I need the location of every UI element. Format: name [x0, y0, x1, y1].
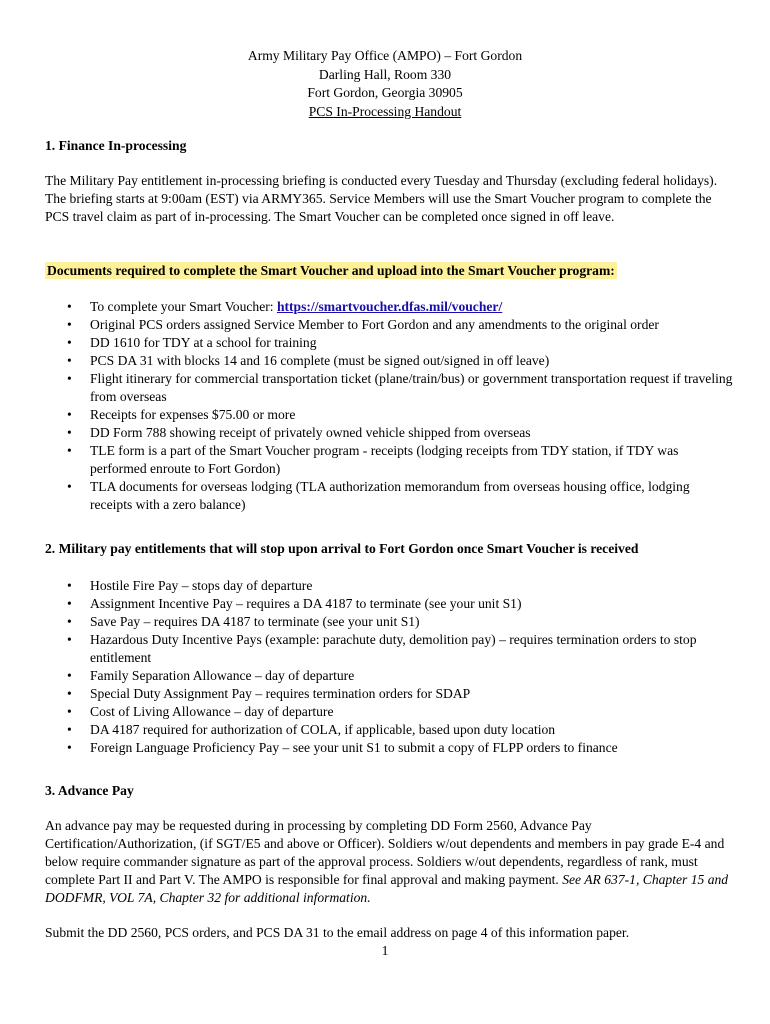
- office-city: Fort Gordon, Georgia 30905: [307, 85, 463, 100]
- submit-instruction: [45, 924, 735, 942]
- list-item: • TLE form is a part of the Smart Voucher program - receipts (lodging receipts from TDY station, if TDY was performed enroute to Fort Gordon): [45, 442, 735, 478]
- list-item: • Hazardous Duty Incentive Pays (example: parachute duty, demolition pay) – requires termination orders to stop entitlement: [45, 631, 735, 667]
- section-1-paragraph: The Military Pay entitlement in-processing briefing is conducted every Tuesday and Thursday (excluding federal holidays). The briefing starts at 9:00am (EST) via ARMY365. Service Members will use the Smart Voucher program to complete the PCS travel claim as part of in-processing. The Smart Voucher can be completed once signed in off leave.: [45, 173, 718, 224]
- section-1: [45, 137, 735, 155]
- page-number: 1: [381, 943, 389, 958]
- highlighted-heading: Documents required to complete the Smart Voucher and upload into the Smart Voucher program:: [47, 263, 615, 278]
- section-1-title: 1. Finance In-processing: [45, 138, 187, 153]
- list-item: • Original PCS orders assigned Service Member to Fort Gordon and any amendments to the original order: [45, 316, 735, 334]
- section-2-list: [45, 577, 735, 757]
- section-1-list: [45, 298, 735, 514]
- office-room: Darling Hall, Room 330: [318, 66, 452, 82]
- list-item: • Cost of Living Allowance – day of departure: [45, 703, 735, 721]
- section-3: [45, 782, 735, 800]
- list-item: • Special Duty Assignment Pay – requires termination orders for SDAP: [45, 685, 735, 703]
- list-item: • Receipts for expenses $75.00 or more: [45, 406, 735, 424]
- document-title: PCS In-Processing Handout: [308, 103, 462, 119]
- list-item: • Flight itinerary for commercial transportation ticket (plane/train/bus) or government transportation request if traveling from overseas: [45, 370, 735, 406]
- smart-voucher-link[interactable]: https://smartvoucher.dfas.mil/voucher/: [276, 299, 503, 314]
- submit-text: Submit the DD 2560, PCS orders, and PCS DA 31 to the email address on page 4 of this information paper.: [45, 925, 630, 940]
- section-3-body: [45, 817, 735, 907]
- list-item: • Assignment Incentive Pay – requires a DA 4187 to terminate (see your unit S1): [45, 595, 735, 613]
- list-item-text: To complete your Smart Voucher:: [90, 299, 277, 314]
- list-item: • Hostile Fire Pay – stops day of departure: [45, 577, 735, 595]
- list-item: • Foreign Language Proficiency Pay – see your unit S1 to submit a copy of FLPP orders to finance: [45, 739, 735, 757]
- list-item: • Family Separation Allowance – day of departure: [45, 667, 735, 685]
- section-2: [45, 540, 735, 558]
- list-item: • Save Pay – requires DA 4187 to terminate (see your unit S1): [45, 613, 735, 631]
- section-3-title: 3. Advance Pay: [45, 783, 134, 798]
- document-header: [0, 47, 770, 121]
- list-item: • DD 1610 for TDY at a school for training: [45, 334, 735, 352]
- section-1-body: [45, 172, 735, 226]
- section-3-reference: See AR 637-1, Chapter 15 and DODFMR, VOL 7A, Chapter 32 for additional information.: [45, 872, 729, 905]
- documents-required-heading: [45, 262, 735, 280]
- section-2-title: 2. Military pay entitlements that will stop upon arrival to Fort Gordon once Smart Voucher is received: [45, 541, 639, 556]
- list-item: • TLA documents for overseas lodging (TLA authorization memorandum from overseas housing office, lodging receipts with a zero balance): [45, 478, 735, 514]
- section-3-text: An advance pay may be requested during in processing by completing DD Form 2560, Advance Pay Certification/Authorization, (if SGT/E5 and above or Officer). Soldiers w/out dependents and members in pay grade E-4 and below require commander signature as part of the approval process. Soldiers w/out dependents, regardless of rank, must complete Part II and Part V. The AMPO is responsible for final approval and making payment.: [45, 818, 725, 887]
- office-name: Army Military Pay Office (AMPO) – Fort Gordon: [247, 48, 523, 63]
- list-item: [45, 298, 735, 316]
- list-item: • PCS DA 31 with blocks 14 and 16 complete (must be signed out/signed in off leave): [45, 352, 735, 370]
- list-item: • DD Form 788 showing receipt of privately owned vehicle shipped from overseas: [45, 424, 735, 442]
- section-3-paragraph: [45, 817, 735, 907]
- list-item: • DA 4187 required for authorization of COLA, if applicable, based upon duty location: [45, 721, 735, 739]
